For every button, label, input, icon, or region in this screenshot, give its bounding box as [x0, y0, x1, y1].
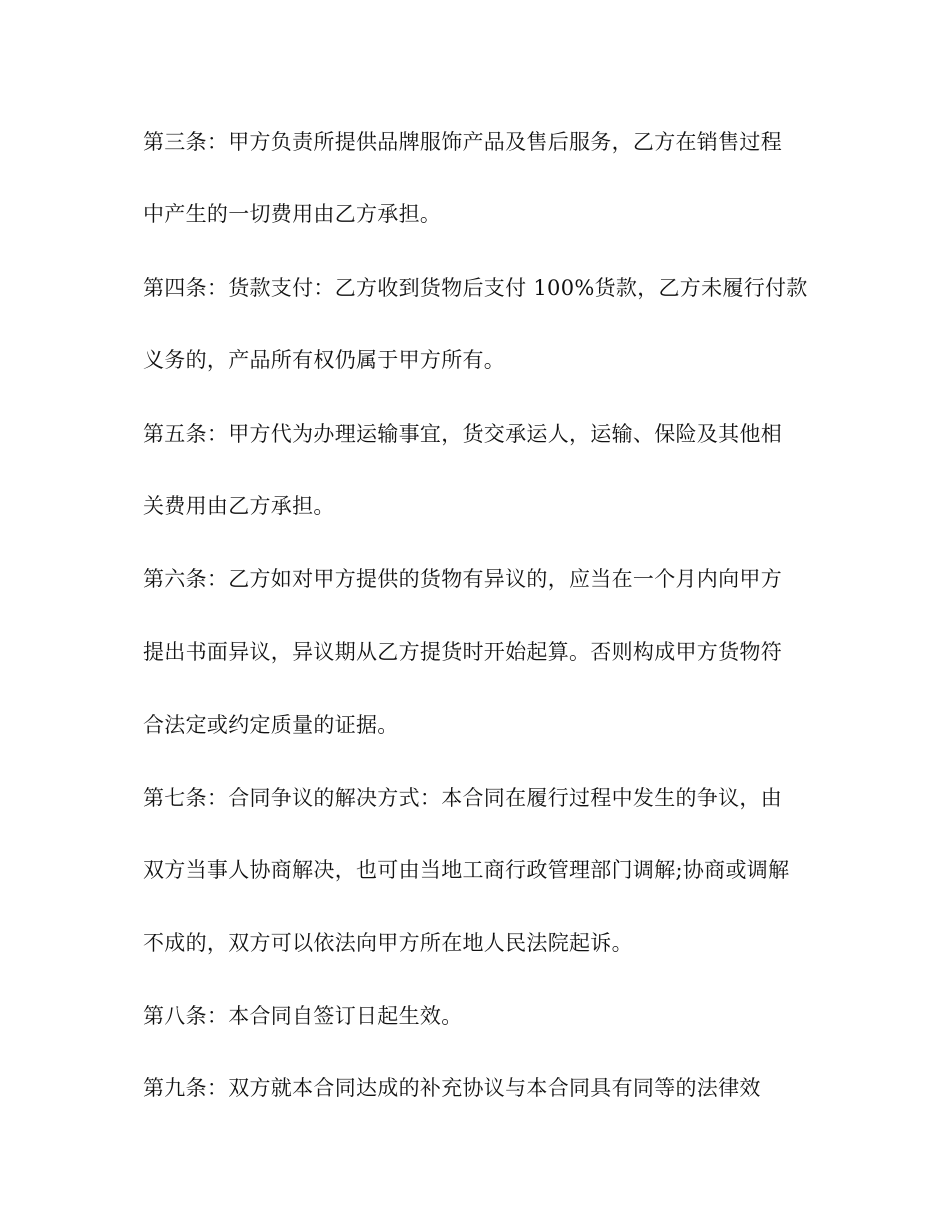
article-4-line-1: 第四条：货款支付：乙方收到货物后支付 100%货款，乙方未履行付款	[143, 276, 808, 300]
article-6-line-3: 合法定或约定质量的证据。	[143, 713, 399, 737]
article-3-line-1: 第三条：甲方负责所提供品牌服饰产品及售后服务，乙方在销售过程	[143, 130, 782, 154]
article-5-line-2: 关费用由乙方承担。	[143, 494, 335, 518]
article-6-line-2: 提出书面异议，异议期从乙方提货时开始起算。否则构成甲方货物符	[143, 640, 782, 664]
article-4-line-2: 义务的，产品所有权仍属于甲方所有。	[143, 348, 506, 372]
article-7-line-2: 双方当事人协商解决，也可由当地工商行政管理部门调解;协商或调解	[143, 858, 790, 882]
article-8-line-1: 第八条：本合同自签订日起生效。	[143, 1004, 463, 1028]
article-9-line-1: 第九条：双方就本合同达成的补充协议与本合同具有同等的法律效	[143, 1076, 761, 1100]
article-7-line-1: 第七条：合同争议的解决方式：本合同在履行过程中发生的争议，由	[143, 786, 782, 810]
article-3-line-2: 中产生的一切费用由乙方承担。	[143, 202, 442, 226]
article-5-line-1: 第五条：甲方代为办理运输事宜，货交承运人，运输、保险及其他相	[143, 422, 782, 446]
article-6-line-1: 第六条：乙方如对甲方提供的货物有异议的，应当在一个月内向甲方	[143, 567, 782, 591]
article-7-line-3: 不成的，双方可以依法向甲方所在地人民法院起诉。	[143, 931, 633, 955]
